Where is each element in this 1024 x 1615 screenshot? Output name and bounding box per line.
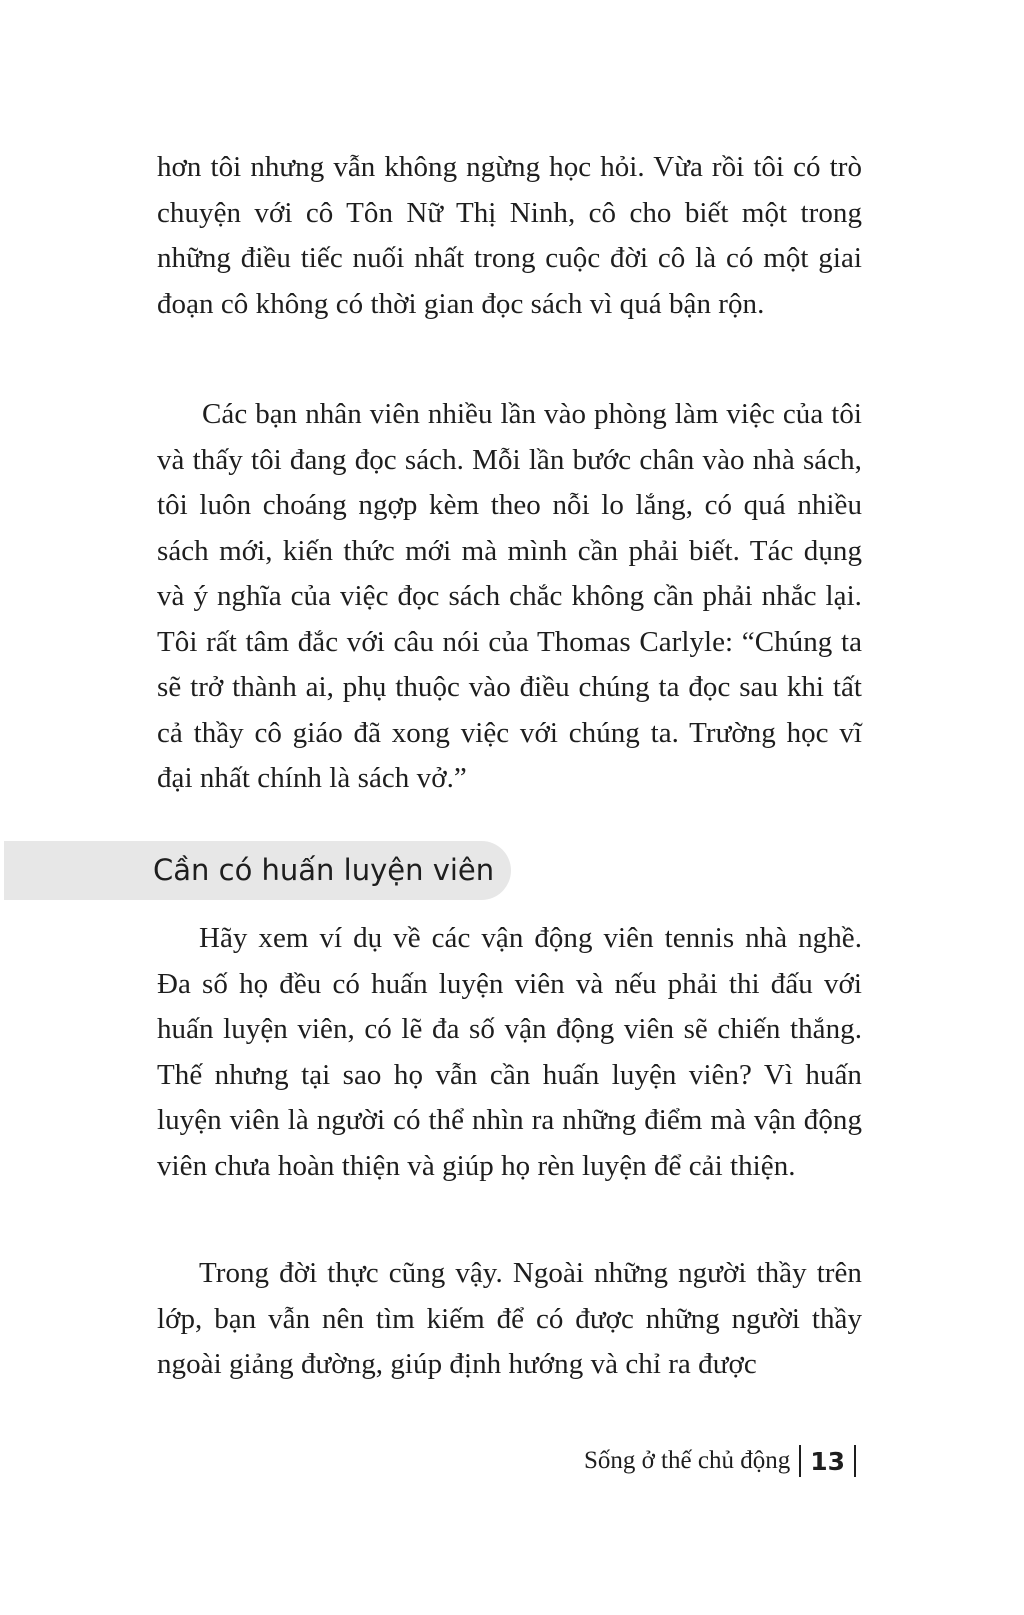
footer-divider-right: [854, 1445, 856, 1477]
paragraph-tennis-coach: Hãy xem ví dụ về các vận động viên tennis nhà nghề. Đa số họ đều có huấn luyện viên và nếu phải thi đấu với huấn luyện viên, có lẽ đa số vận động viên sẽ chiến thắng. Thế nhưng tại sao họ vẫn cần huấn luyện viên? Vì huấn luyện viên là người có thể nhìn ra những điểm mà vận động viên chưa hoàn thiện và giúp họ rèn luyện để cải thiện.: [157, 922, 862, 1182]
paragraph-real-life: Trong đời thực cũng vậy. Ngoài những người thầy trên lớp, bạn vẫn nên tìm kiếm để có được những người thầy ngoài giảng đường, giúp định hướng và chỉ ra được: [157, 1257, 862, 1380]
section-heading: Cần có huấn luyện viên: [153, 853, 495, 887]
footer-divider-left: [799, 1445, 801, 1477]
page-number: 13: [810, 1446, 845, 1476]
paragraph-reading-habit: Các bạn nhân viên nhiều lần vào phòng làm việc của tôi và thấy tôi đang đọc sách. Mỗi lần bước chân vào nhà sách, tôi luôn choáng ngợp kèm theo nỗi lo lắng, có quá nhiều sách mới, kiến thức mới mà mình cần phải biết. Tác dụng và ý nghĩa của việc đọc sách chắc không cần phải nhắc lại. Tôi rất tâm đắc với câu nói của Thomas Carlyle: “Chúng ta sẽ trở thành ai, phụ thuộc vào điều chúng ta đọc sau khi tất cả thầy cô giáo đã xong việc với chúng ta. Trường học vĩ đại nhất chính là sách vở.”: [157, 398, 862, 794]
paragraph-continuation: hơn tôi nhưng vẫn không ngừng học hỏi. Vừa rồi tôi có trò chuyện với cô Tôn Nữ Thị Ninh, cô cho biết một trong những điều tiếc nuối nhất trong cuộc đời cô là có một giai đoạn cô không có thời gian đọc sách vì quá bận rộn.: [157, 151, 862, 320]
page-footer: [584, 1441, 865, 1481]
footer-book-title: Sống ở thế chủ động: [583, 1447, 791, 1474]
